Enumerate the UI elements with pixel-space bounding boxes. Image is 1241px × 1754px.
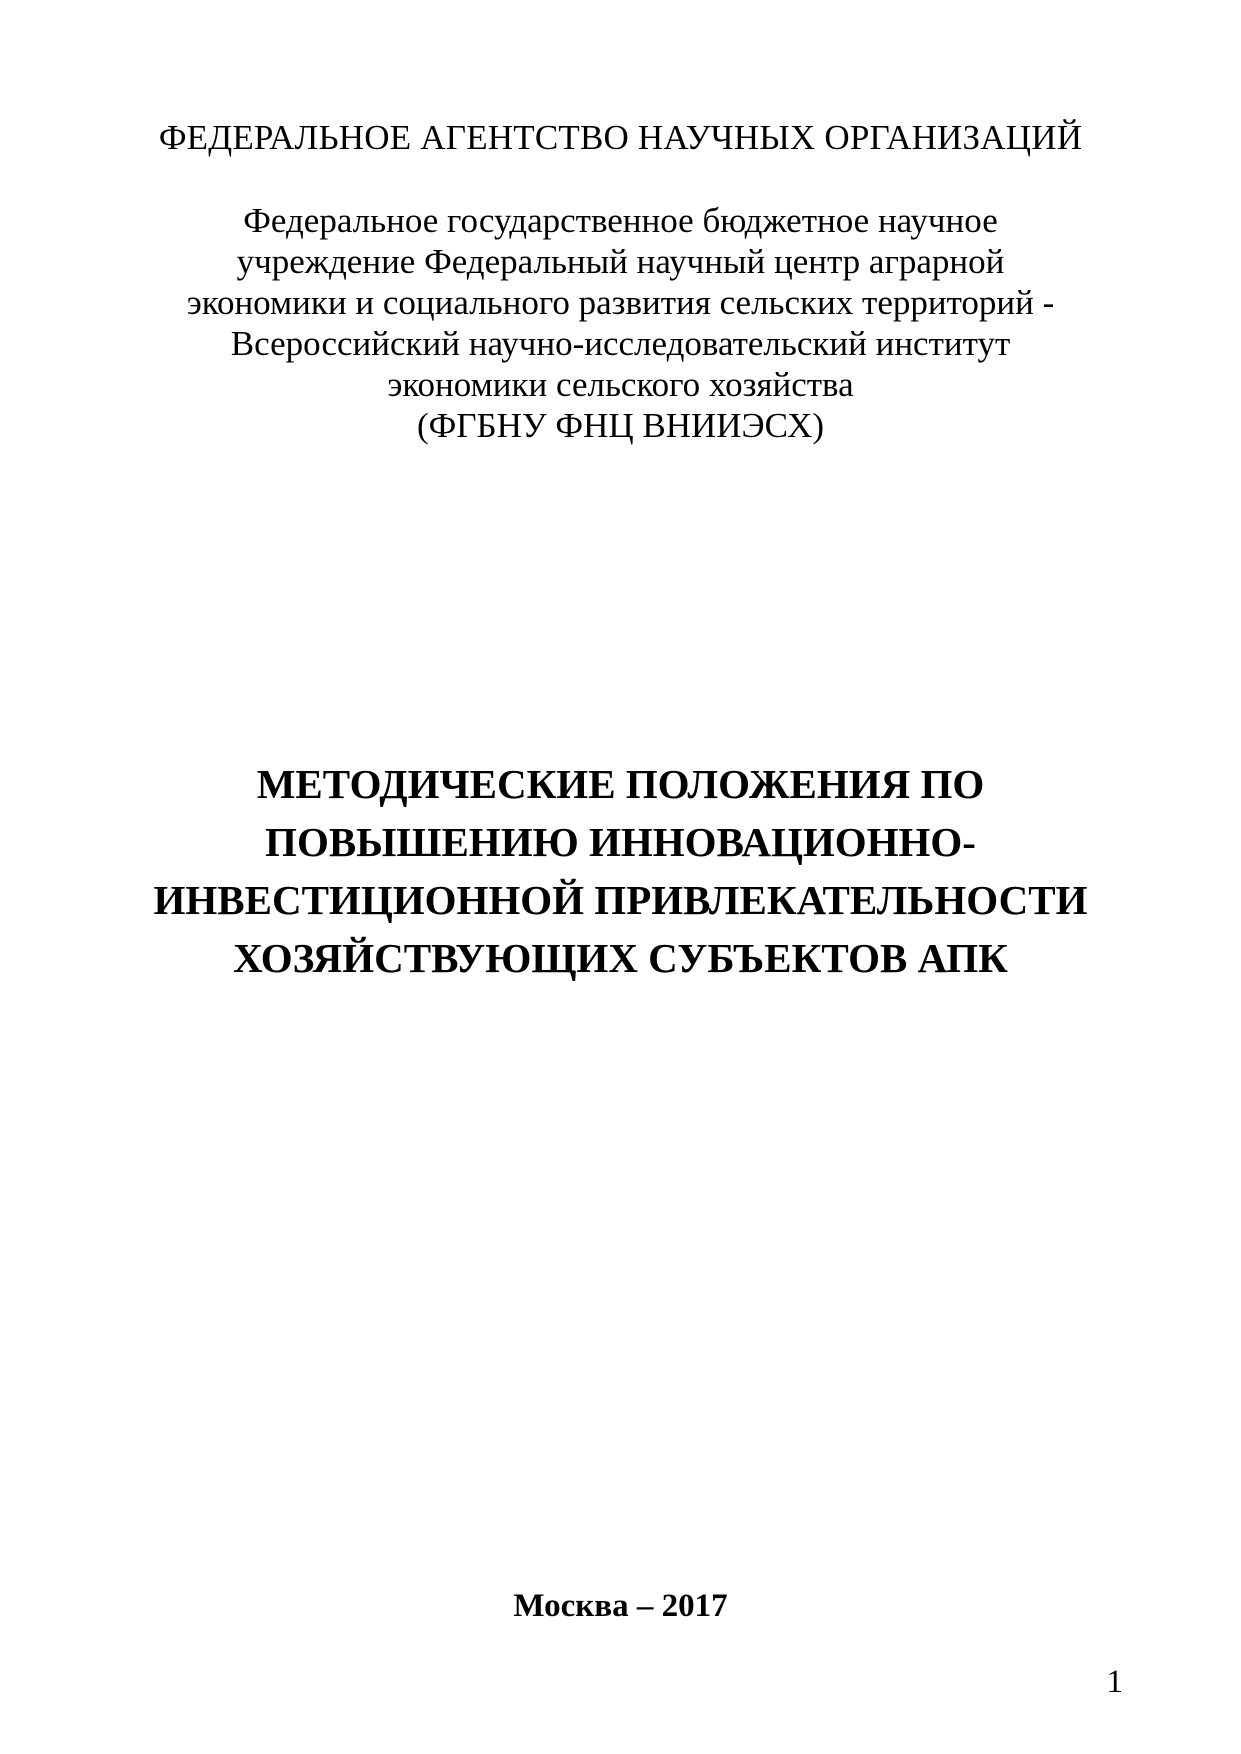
institution-line: Всероссийский научно-исследовательский институт	[230, 324, 1011, 363]
institution-block	[0, 200, 1241, 446]
title-line: ПОВЫШЕНИЮ ИННОВАЦИОННО-	[265, 819, 976, 865]
institution-abbreviation: (ФГБНУ ФНЦ ВНИИЭСХ)	[416, 406, 825, 445]
title-line: МЕТОДИЧЕСКИЕ ПОЛОЖЕНИЯ ПО	[256, 761, 985, 807]
document-title	[0, 755, 1241, 987]
page-number: 1	[1106, 1664, 1123, 1700]
city-year: Москва – 2017	[513, 1588, 728, 1624]
title-line: ХОЗЯЙСТВУЮЩИХ СУБЪЕКТОВ АПК	[233, 935, 1008, 981]
institution-line: учреждение Федеральный научный центр аграрной	[236, 242, 1005, 281]
institution-line: Федеральное государственное бюджетное научное	[243, 201, 998, 240]
agency-name: ФЕДЕРАЛЬНОЕ АГЕНТСТВО НАУЧНЫХ ОРГАНИЗАЦИЙ	[158, 118, 1083, 157]
institution-line: экономики и социального развития сельских территорий -	[186, 283, 1055, 322]
title-line: ИНВЕСТИЦИОННОЙ ПРИВЛЕКАТЕЛЬНОСТИ	[153, 877, 1088, 923]
institution-line: экономики сельского хозяйства	[387, 365, 854, 404]
